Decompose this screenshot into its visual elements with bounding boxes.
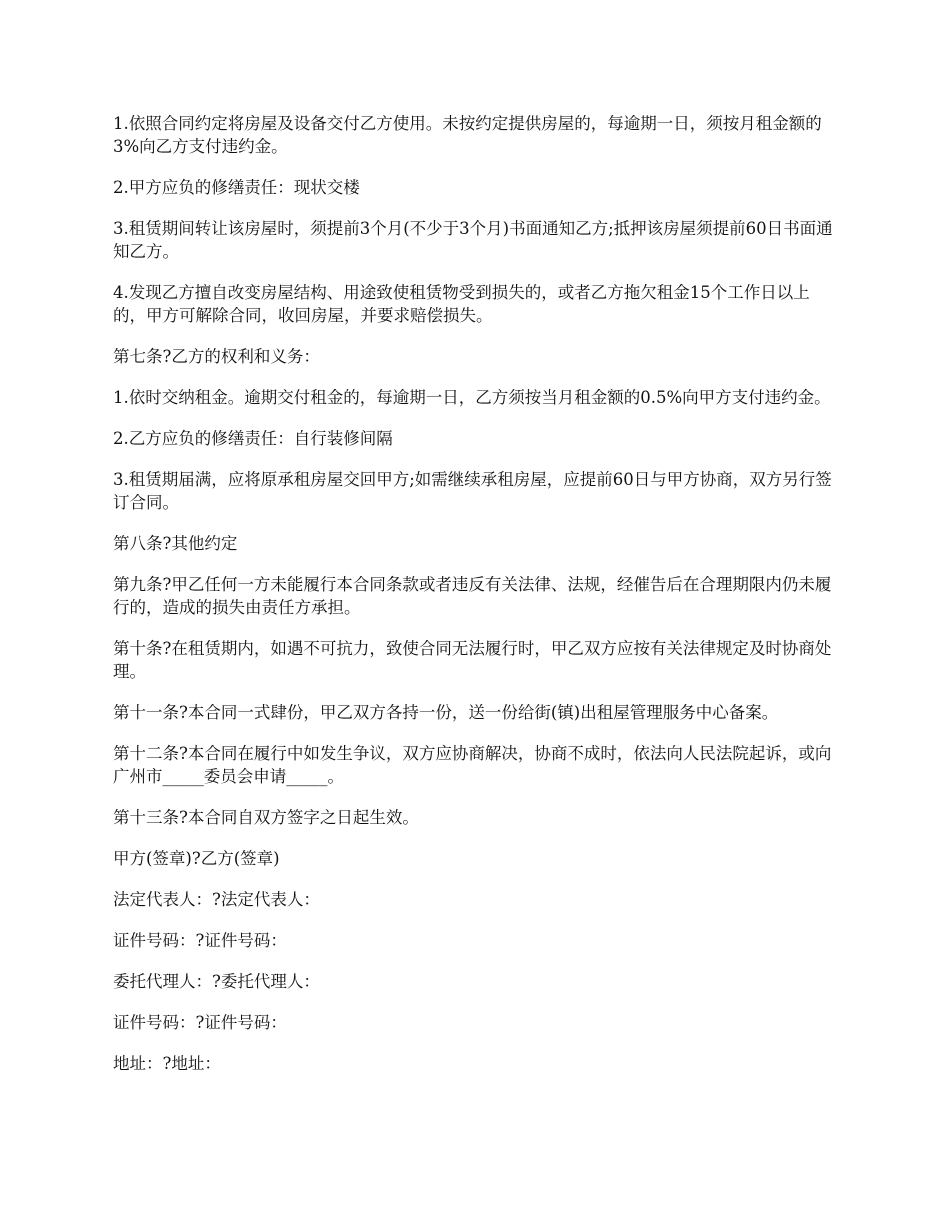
clause-tenant-2: 2.乙方应负的修缮责任：自行装修间隔 [113, 429, 393, 448]
article-13: 第十三条?本合同自双方签字之日起生效。 [113, 808, 419, 827]
clause-tenant-3: 3.租赁期届满，应将原承租房屋交回甲方;如需继续承租房屋，应提前60日与甲方协商，双方另行签订合同。 [113, 470, 832, 512]
article-10: 第十条?在租赁期内，如遇不可抗力，致使合同无法履行时，甲乙双方应按有关法律规定及时协商处理。 [113, 639, 832, 681]
clause-tenant-1: 1.依时交纳租金。逾期交付租金的，每逾期一日，乙方须按当月租金额的0.5%向甲方支付违约金。 [113, 388, 831, 407]
legal-representative-line: 法定代表人：?法定代表人： [113, 890, 320, 909]
clause-landlord-4: 4.发现乙方擅自改变房屋结构、用途致使租赁物受到损失的，或者乙方拖欠租金15个工作日以上的，甲方可解除合同，收回房屋，并要求赔偿损失。 [113, 283, 810, 325]
id-number-line-1: 证件号码：?证件号码： [113, 931, 287, 950]
signature-line: 甲方(签章)?乙方(签章) [113, 849, 280, 868]
article-11: 第十一条?本合同一式肆份，甲乙双方各持一份，送一份给街(镇)出租屋管理服务中心备案。 [113, 703, 779, 722]
article-8: 第八条?其他约定 [113, 534, 238, 553]
article-7-heading: 第七条?乙方的权利和义务： [113, 347, 320, 366]
clause-landlord-2: 2.甲方应负的修缮责任：现状交楼 [113, 178, 360, 197]
article-9: 第九条?甲乙任何一方未能履行本合同条款或者违反有关法律、法规，经催告后在合理期限内仍未履行的，造成的损失由责任方承担。 [113, 575, 832, 617]
id-number-line-2: 证件号码：?证件号码： [113, 1013, 287, 1032]
clause-landlord-3: 3.租赁期间转让该房屋时，须提前3个月(不少于3个月)书面通知乙方;抵押该房屋须提前60日书面通知乙方。 [113, 219, 833, 261]
article-12: 第十二条?本合同在履行中如发生争议，双方应协商解决，协商不成时，依法向人民法院起诉，或向广州市_____委员会申请_____。 [113, 744, 832, 786]
document-body [113, 112, 833, 1093]
address-line: 地址：?地址： [113, 1054, 221, 1073]
clause-landlord-1: 1.依照合同约定将房屋及设备交付乙方使用。未按约定提供房屋的，每逾期一日，须按月租金额的3%向乙方支付违约金。 [113, 114, 822, 156]
agent-line: 委托代理人：?委托代理人： [113, 972, 320, 991]
